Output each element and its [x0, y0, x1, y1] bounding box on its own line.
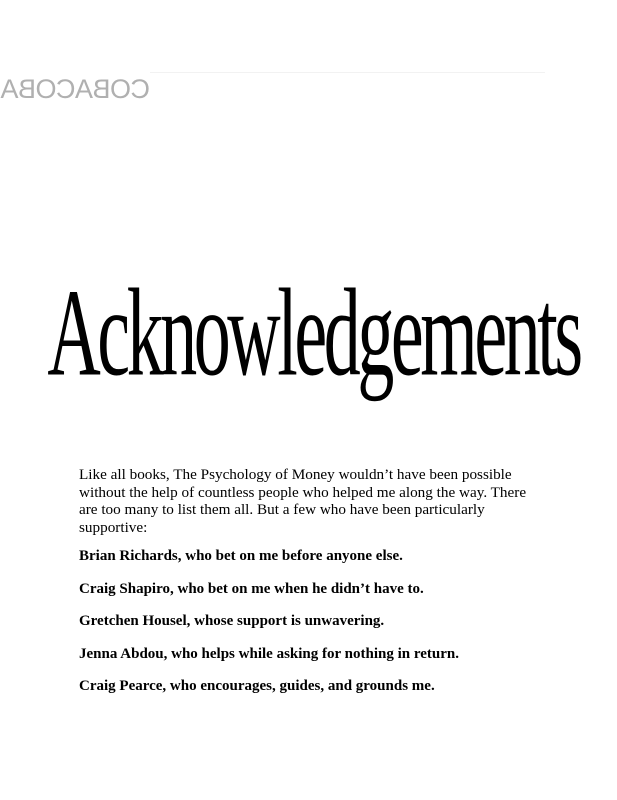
thanks-item: Gretchen Housel, whose support is unwavering. — [79, 613, 385, 629]
intro-paragraph: Like all books, The Psychology of Money wouldn’t have been possible without the help of countless people who helped me along the way. There are too many to list them all. But a few who have been particularly supportive: — [79, 466, 527, 536]
title-block — [0, 262, 617, 412]
thanks-item: Jenna Abdou, who helps while asking for nothing in return. — [79, 645, 459, 662]
watermark-rule — [150, 72, 545, 73]
watermark-text: COBACOBA — [0, 74, 150, 104]
page-title: Acknowledgements — [47, 262, 580, 402]
thanks-item: Brian Richards, who bet on me before anyone else. — [79, 548, 403, 564]
page-content — [79, 466, 539, 711]
thanks-list — [79, 548, 539, 695]
thanks-item: Craig Pearce, who encourages, guides, and grounds me. — [79, 678, 435, 694]
thanks-item: Craig Shapiro, who bet on me when he didn’t have to. — [79, 580, 424, 597]
